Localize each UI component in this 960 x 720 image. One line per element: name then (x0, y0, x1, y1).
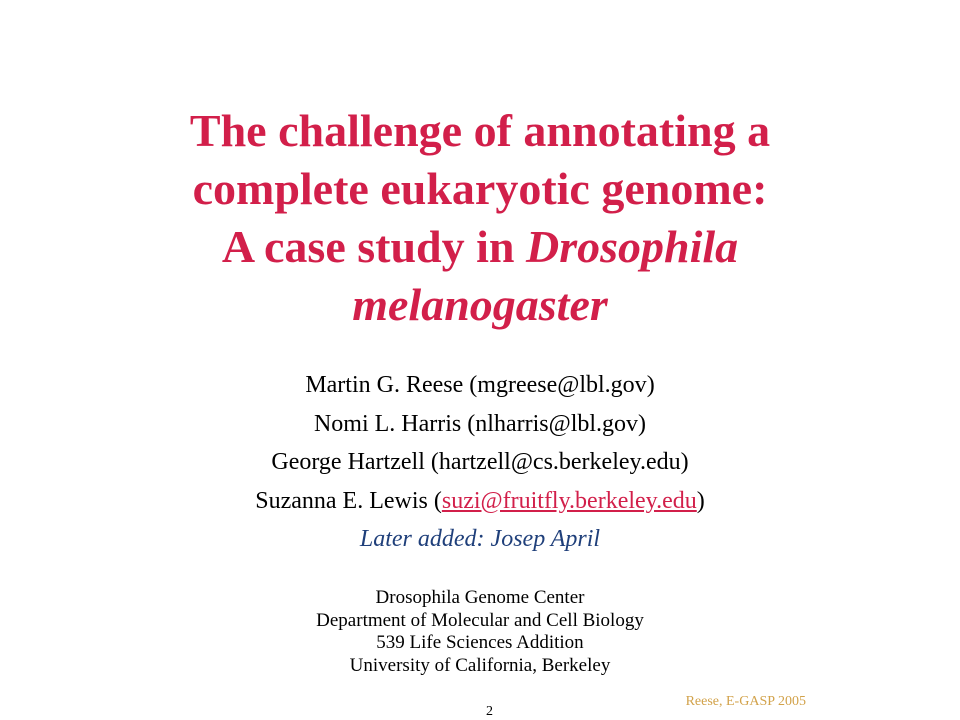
title-line-1: The challenge of annotating a (189, 105, 771, 156)
author-name: Martin G. Reese (305, 372, 464, 398)
title-line-4 (60, 276, 900, 334)
slide-title (60, 102, 900, 334)
later-added-note: Later added: Josep April (359, 526, 601, 552)
affiliation-line: Department of Molecular and Cell Biology (316, 609, 644, 631)
author-row: Nomi L. Harris (nlharris@lbl.gov) (313, 410, 647, 437)
title-line-3-text: A case study in (221, 221, 526, 272)
footer-credit: Reese, E-GASP 2005 (685, 694, 806, 709)
author-email: nlharris@lbl.gov (475, 410, 639, 437)
author-list (0, 366, 960, 559)
affiliation-line: University of California, Berkeley (349, 654, 611, 676)
title-line-3 (60, 218, 900, 276)
author-name: George Hartzell (271, 449, 425, 475)
title-line-2: complete eukaryotic genome: (192, 163, 768, 214)
author-row: George Hartzell (hartzell@cs.berkeley.edu) (271, 449, 689, 475)
affiliation-line: Drosophila Genome Center (375, 587, 585, 608)
author-email: mgreese@lbl.gov (477, 372, 647, 398)
affiliation-block (0, 587, 960, 677)
author-name: Nomi L. Harris (313, 410, 462, 437)
page-number: 2 (486, 704, 493, 719)
title-species-genus: Drosophila (526, 221, 739, 272)
title-species-epithet: melanogaster (352, 279, 608, 330)
affiliation-line: 539 Life Sciences Addition (376, 632, 584, 653)
author-row: Suzanna E. Lewis (suzi@fruitfly.berkeley.edu) (255, 487, 705, 514)
author-name: Suzanna E. Lewis (255, 487, 428, 514)
author-row: Martin G. Reese (mgreese@lbl.gov) (305, 372, 655, 398)
author-email: hartzell@cs.berkeley.edu (438, 449, 681, 475)
author-email-link[interactable]: suzi@fruitfly.berkeley.edu (441, 487, 697, 514)
